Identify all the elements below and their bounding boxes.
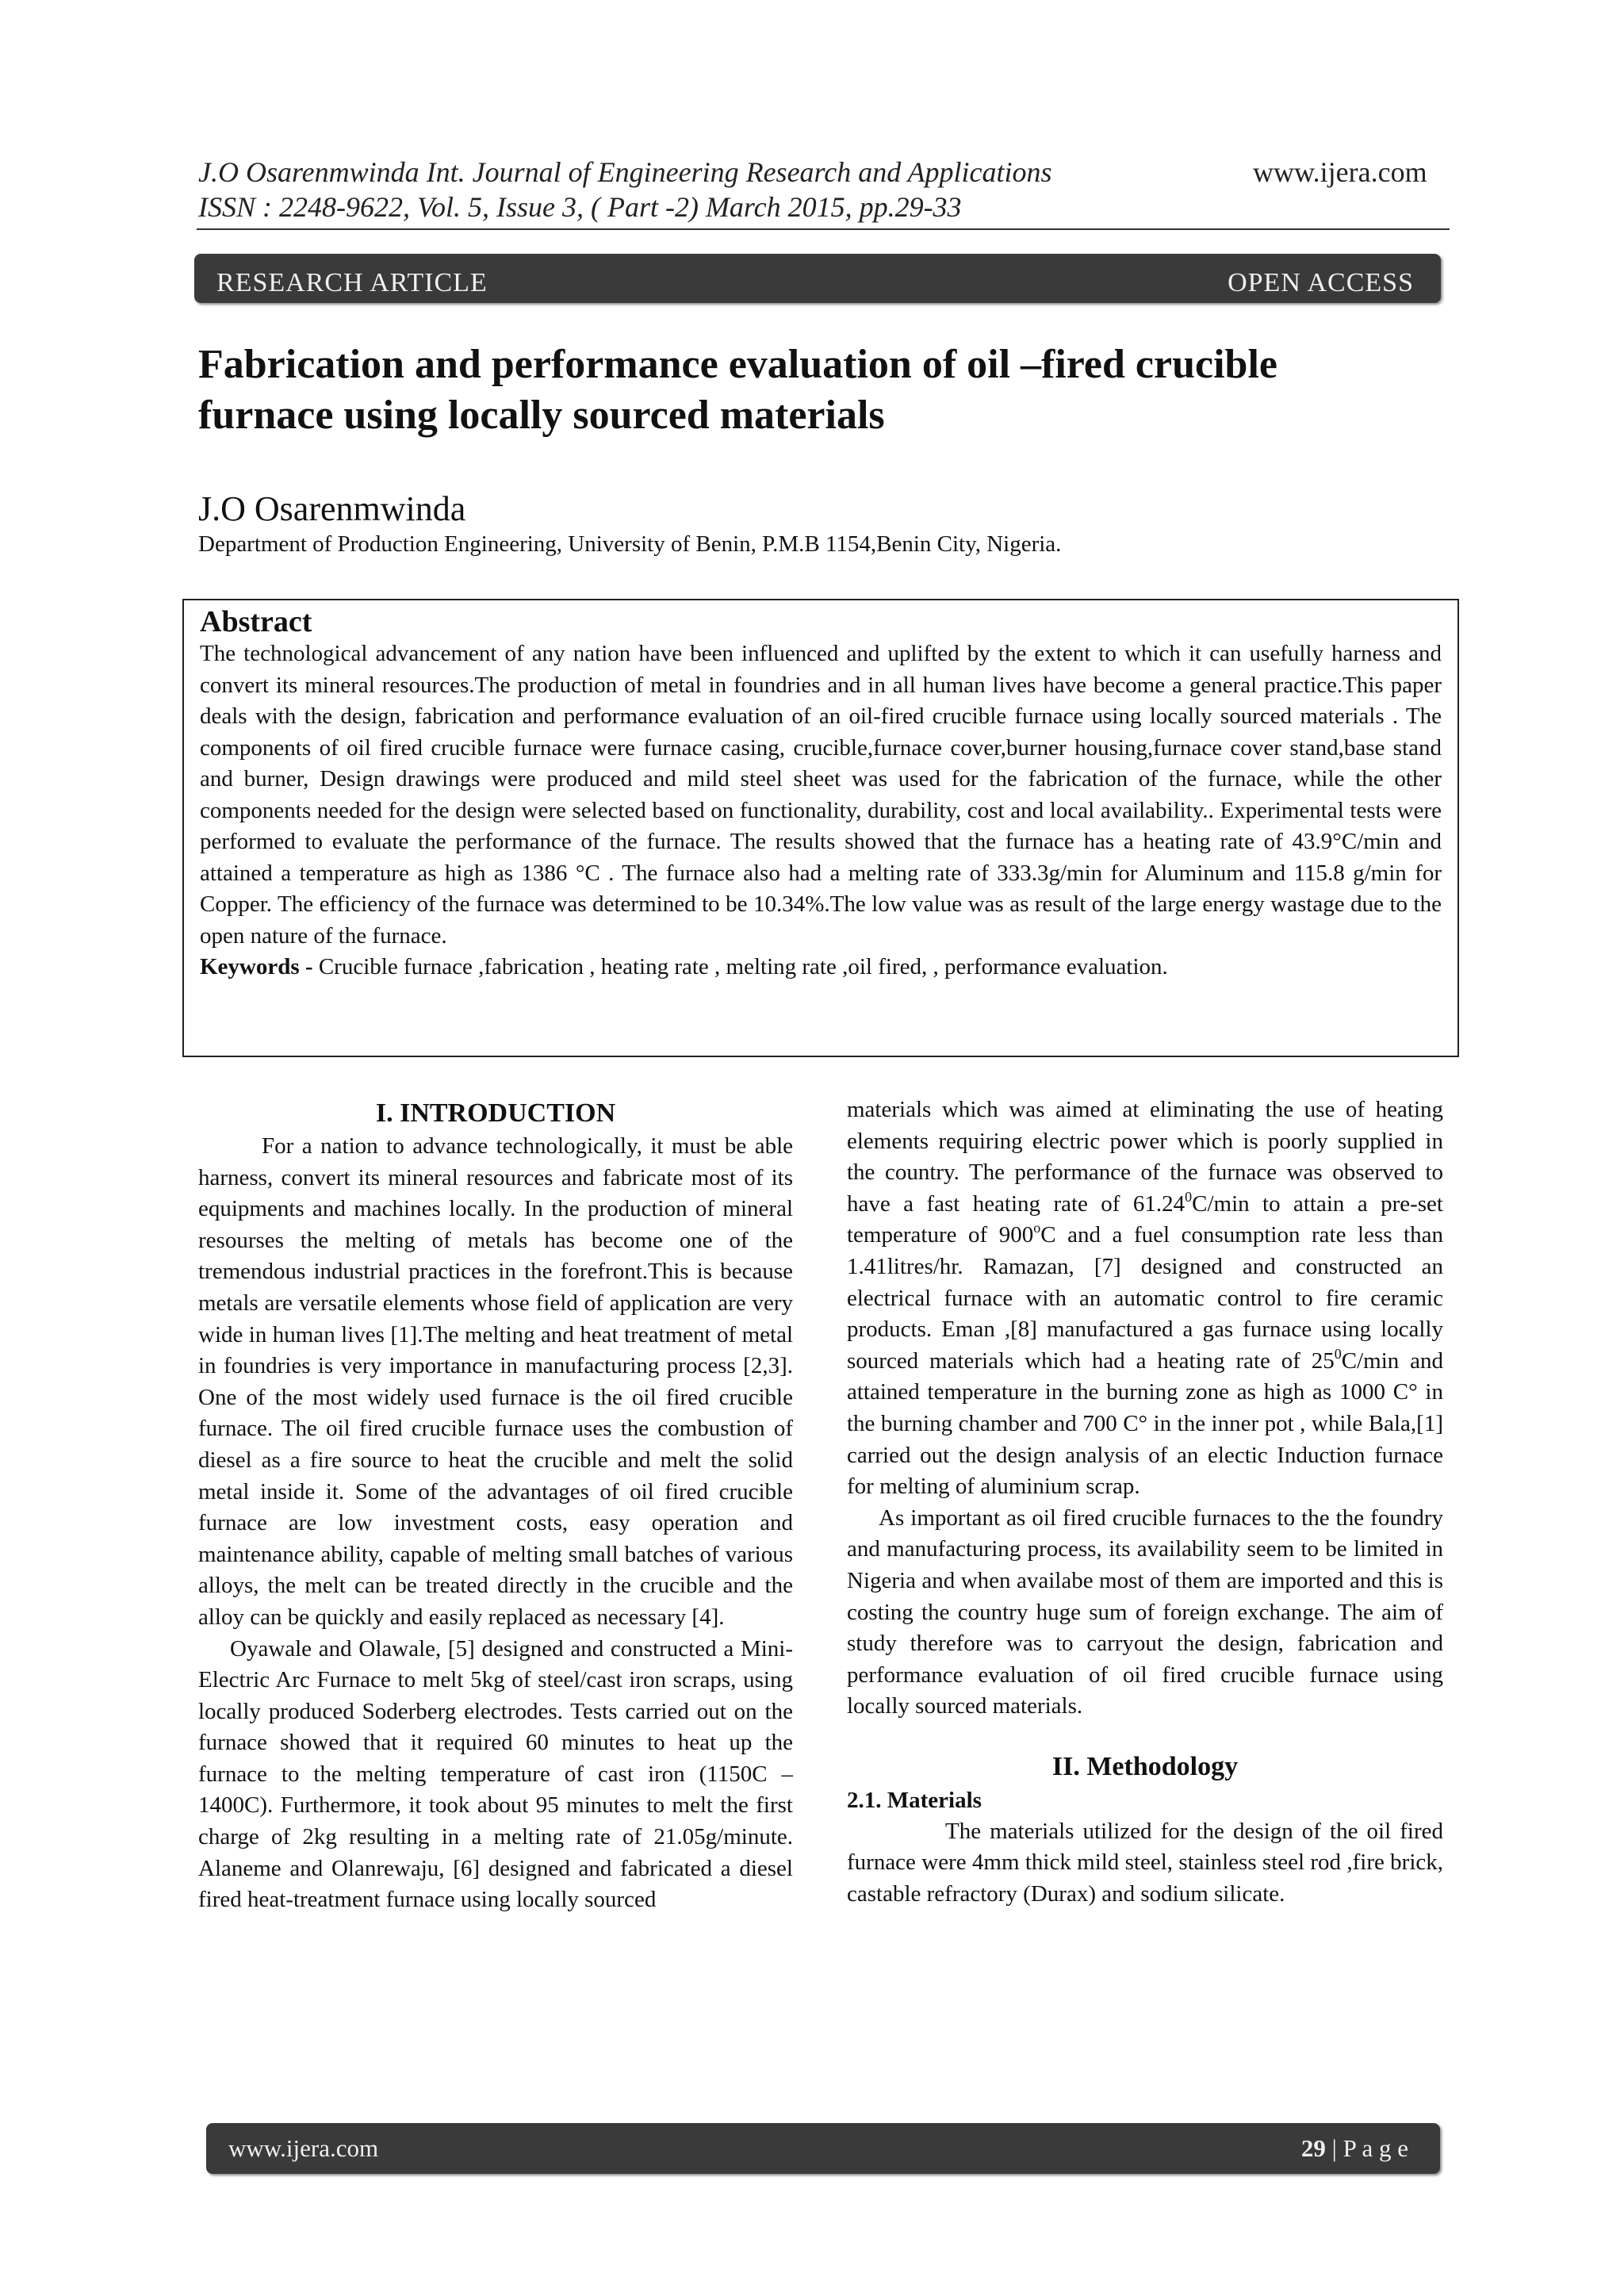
abstract-text: The technological advancement of any nation have been influenced and uplifted by the extent to which it can usefully harness and convert its mineral resources.The production of metal in foundries and in all human lives have become a general practice.This paper deals with the design, fabrication and performance evaluation of an oil-fired crucible furnace using locally sourced materials . The components of oil fired crucible furnace were furnace casing, crucible,furnace cover,burner housing,furnace cover stand,base stand and burner, Design drawings were produced and mild steel sheet was used for the fabrication of the furnace, while the other components needed for the design were selected based on functionality, durability, cost and local availability.. Experimental tests were performed to evaluate the performance of the furnace. The results showed that the furnace has a heating rate of 43.9°C/min and attained a temperature as high as 1386 °C . The furnace also had a melting rate of 333.3g/min for Aluminum and 115.8 g/min for Copper. The efficiency of the furnace was determined to be 10.34%.The low value was as result of the large energy wastage due to the open nature of the furnace. [200,641,1442,949]
author-affiliation: Department of Production Engineering, University of Benin, P.M.B 1154,Benin City, Nigeria. [198,531,1062,557]
keywords-label: Keywords - [200,954,313,979]
keywords-text: Crucible furnace ,fabrication , heating rate , melting rate ,oil fired, , performance evaluation. [312,954,1168,979]
intro-paragraph-3 [847,1094,1443,1503]
intro-paragraph-1: For a nation to advance technologically, it must be able harness, convert its mineral resources and fabricate most of its equipments and machines locally. In the production of mineral resourses the melting of metals has become one of the tremendous industrial practices in the forefront.This is because metals are versatile elements whose field of application are very wide in human lives [1].The melting and heat treatment of metal in foundries is very importance in manufacturing process [2,3]. One of the most widely used furnace is the oil fired crucible furnace. The oil fired crucible furnace uses the combustion of diesel as a fire source to heat the crucible and melt the solid metal inside it. Some of the advantages of oil fired crucible furnace are low investment costs, easy operation and maintenance ability, capable of melting small batches of various alloys, the melt can be treated directly in the crucible and the alloy can be quickly and easily replaced as necessary [4]. [198,1133,793,1630]
materials-subheading: 2.1. Materials [847,1787,982,1813]
intro-p3-part-d: C/min and attained temperature in the burning zone as high as 1000 C° in the burning chamber and 700 C° in the inner pot , while Bala,[1] carried out the design analysis of an electic Induction furnace for melting of aluminium scrap. [847,1347,1444,1500]
superscript-3: 0 [1334,1345,1342,1362]
page-number-block [1301,2134,1408,2163]
abstract-box [182,599,1459,1057]
page-footer [206,2123,1440,2174]
superscript-1: 0 [1185,1188,1193,1205]
abstract-heading: Abstract [200,605,312,638]
left-column [198,1096,793,1916]
journal-line: J.O Osarenmwinda Int. Journal of Engineering Research and Applications [198,156,1052,188]
title-line-2: furnace using locally sourced materials [198,393,885,438]
page-label: | P a g e [1325,2134,1408,2162]
header-rule [197,228,1450,230]
introduction-heading: I. INTRODUCTION [375,1098,616,1128]
intro-p3-part-a: materials which was aimed at eliminating the use of heating elements requiring electric power which is poorly supplied in the country. The performance of the furnace was observed to have a fast heating rate of 61.24 [847,1097,1443,1217]
paper-title [198,339,1451,441]
intro-paragraph-2: Oyawale and Olawale, [5] designed and constructed a Mini-Electric Arc Furnace to melt 5kg of steel/cast iron scraps, using locally produced Soderberg electrodes. Tests carried out on the furnace showed that it required 60 minutes to heat up the furnace to the melting temperature of cast iron (1150C – 1400C). Furthermore, it took about 95 minutes to melt the first charge of 2kg resulting in a melting rate of 21.05g/minute. Alaneme and Olanrewaju, [6] designed and fabricated a diesel fired heat-treatment furnace using locally sourced [198,1635,793,1913]
footer-website[interactable]: www.ijera.com [228,2134,379,2162]
research-article-label: RESEARCH ARTICLE [216,268,488,297]
methodology-heading: II. Methodology [1051,1751,1239,1781]
title-line-1: Fabrication and performance evaluation of oil –fired crucible [198,342,1277,387]
intro-paragraph-4: As important as oil fired crucible furnaces to the the foundry and manufacturing process, its availability seem to be limited in Nigeria and when availabe most of them are imported and this is costing the country huge sum of foreign exchange. The aim of study therefore was to carryout the design, fabrication and performance evaluation of oil fired crucible furnace using locally sourced materials. [847,1504,1443,1719]
header-website[interactable]: www.ijera.com [1253,156,1427,188]
keywords-line [200,952,1442,983]
author-name: J.O Osarenmwinda [198,489,466,528]
superscript-2: o [1033,1220,1041,1236]
open-access-label: OPEN ACCESS [1228,268,1414,297]
intro-p3-part-b: C/min to attain a pre-set temperature of 900 [847,1190,1443,1248]
intro-p3-part-c: C and a fuel consumption rate less than 1.41litres/hr. Ramazan, [7] designed and constructed an electrical furnace with an automatic control to fire ceramic products. Eman ,[8] manufactured a gas furnace using locally sourced materials which had a heating rate of 25 [847,1222,1443,1374]
materials-paragraph: The materials utilized for the design of the oil fired furnace were 4mm thick mild steel, stainless steel rod ,fire brick, castable refractory (Durax) and sodium silicate. [847,1818,1443,1907]
article-type-banner [194,254,1441,303]
page-number: 29 [1300,2134,1326,2162]
right-column [847,1094,1443,1911]
issn-line: ISSN : 2248-9622, Vol. 5, Issue 3, ( Part -2) March 2015, pp.29-33 [198,191,962,223]
